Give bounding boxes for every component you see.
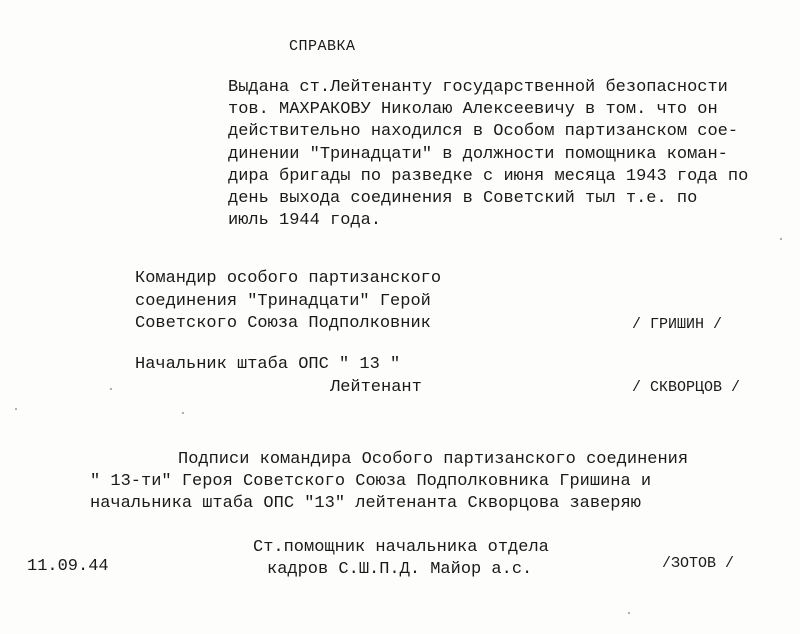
- paragraph-line: тов. МАХРАКОВУ Николаю Алексеевичу в том. что он: [228, 100, 718, 119]
- scan-speck: [628, 612, 630, 614]
- paragraph-line: июль 1944 года.: [228, 211, 382, 230]
- certification-line: " 13-ти" Героя Советского Союза Подполковника Гришина и: [90, 472, 652, 491]
- scan-speck: [110, 388, 112, 390]
- scan-speck: [780, 238, 782, 240]
- paragraph-line: Выдана ст.Лейтенанту государственной безопасности: [228, 78, 728, 97]
- assistant-signature: /ЗОТОВ /: [662, 555, 735, 572]
- document-date: 11.09.44: [27, 557, 109, 576]
- chief-signature: / СКВОРЦОВ /: [632, 379, 741, 396]
- commander-signature: / ГРИШИН /: [632, 316, 723, 333]
- paragraph-line: день выхода соединения в Советский тыл т.е. по: [228, 189, 698, 208]
- commander-title-line: Командир особого партизанского: [135, 269, 442, 288]
- assistant-title-line: Ст.помощник начальника отдела: [253, 538, 549, 557]
- scan-speck: [15, 408, 17, 410]
- commander-title-line: Советского Союза Подполковник: [135, 314, 431, 333]
- paragraph-line: действительно находился в Особом партизанском сое-: [228, 122, 739, 141]
- assistant-title-line: кадров С.Ш.П.Д. Майор а.с.: [267, 560, 533, 579]
- commander-title-line: соединения "Тринадцати" Герой: [135, 292, 431, 311]
- document-title: СПРАВКА: [289, 38, 356, 55]
- certification-line: начальника штаба ОПС "13" лейтенанта Скворцова заверяю: [90, 494, 641, 513]
- certification-line: Подписи командира Особого партизанского соединения: [178, 450, 689, 469]
- chief-rank: Лейтенант: [330, 378, 422, 397]
- chief-title-line: Начальник штаба ОПС " 13 ": [135, 355, 401, 374]
- paragraph-line: динении "Тринадцати" в должности помощника коман-: [228, 145, 728, 164]
- paragraph-line: дира бригады по разведке с июня месяца 1943 года по: [228, 167, 749, 186]
- scan-speck: [182, 412, 184, 414]
